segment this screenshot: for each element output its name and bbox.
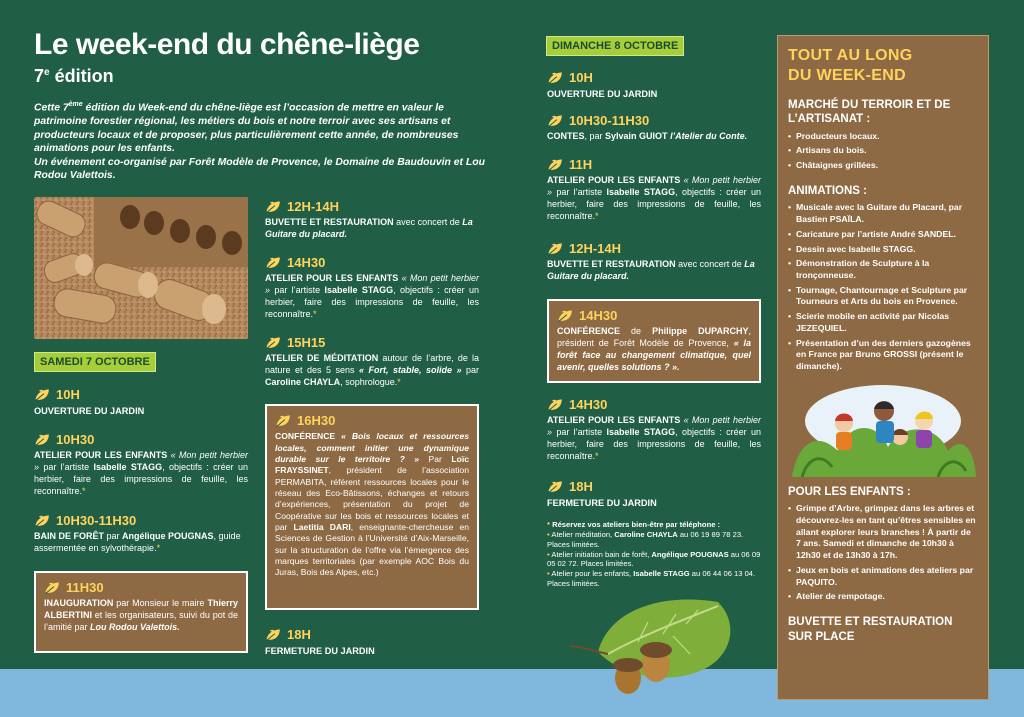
page-title: Le week-end du chêne-liège: [34, 28, 420, 61]
intro-text: Cette 7ème édition du Week-end du chêne-liège est l’occasion de mettre en valeur le patrimoine forestier régional, les métiers du bois et notre terroir avec ses artisans et producteurs locaux et de proposer, plus particulièrement cette année, de nombreuses animations pour les enfants. Un événement co-organisé par Forêt Modèle de Provence, le Domaine de Baudouvin et Lou Rodou Valettois.: [34, 101, 485, 182]
sun-event-tales: 10H30-11H30 CONTES, par Sylvain GUIOT l’Atelier du Conte.: [547, 113, 748, 142]
oak-leaf-icon: [547, 114, 564, 128]
list-item: • Dessin avec Isabelle STAGG.: [788, 244, 978, 256]
saturday-label: SAMEDI 7 OCTOBRE: [34, 352, 156, 372]
oak-leaf-icon: [265, 628, 282, 642]
sun-event-closing: 18H FERMETURE DU JARDIN: [547, 479, 657, 509]
list-item: • Producteurs locaux.: [788, 131, 978, 143]
list-item: • Caricature par l’artiste André SANDEL.: [788, 229, 978, 241]
list-item: • Artisans du bois.: [788, 145, 978, 157]
list-item: • Jeux en bois et animations des ateliers par PAQUITO.: [788, 565, 978, 588]
sunday-label: DIMANCHE 8 OCTOBRE: [546, 36, 684, 56]
sun-event-kids-workshop-2: 14H30 ATELIER POUR LES ENFANTS « Mon petit herbier » par l’artiste Isabelle STAGG, objectifs : créer un herbier, faire des impressions de feuille, les reconnaître.*: [547, 397, 762, 461]
sat-event-inauguration: 11H30 INAUGURATION par Monsieur le maire Thierry ALBERTINI et les organisateurs, suivi du pot de l’amitié par Lou Rodou Valettois.: [34, 571, 248, 653]
oak-leaf-icon: [34, 514, 51, 528]
list-item: • Châtaignes grillées.: [788, 160, 978, 172]
list-item: • Tournage, Chantournage et Sculpture par Tourneurs et Arts du bois en Provence.: [788, 285, 978, 308]
sat-event-kids-workshop-1: 10H30 ATELIER POUR LES ENFANTS « Mon petit herbier » par l’artiste Isabelle STAGG, objectifs : créer un herbier, faire des impressions de feuille, les reconnaître.*: [34, 432, 249, 496]
list-item: • Musicale avec la Guitare du Placard, par Bastien PSAÏLA.: [788, 202, 978, 225]
sat-event-kids-workshop-2: 14H30 ATELIER POUR LES ENFANTS « Mon petit herbier » par l’artiste Isabelle STAGG, objectifs : créer un herbier, faire des impressions de feuille, les reconnaître.*: [265, 255, 480, 319]
oak-leaf-icon: [547, 158, 564, 172]
oak-leaf-icon: [34, 388, 51, 402]
sidebar-title: TOUT AU LONG DU WEEK-END: [788, 47, 913, 84]
sidebar-footer: BUVETTE ET RESTAURATION SUR PLACE: [788, 616, 953, 644]
oak-leaf-icon: [557, 309, 574, 323]
sat-event-closing: 18H FERMETURE DU JARDIN: [265, 627, 375, 657]
sat-event-forest-bath: 10H30-11H30 BAIN DE FORÊT par Angélique POUGNAS, guide assermentée en sylvothérapie.*: [34, 513, 241, 554]
animations-heading: ANIMATIONS :: [788, 184, 868, 197]
list-item: • Présentation d’un des derniers gazogènes en France par Bruno GROSSI (présent le dimanche).: [788, 338, 978, 373]
animations-list: [788, 202, 978, 373]
oak-leaf-icon: [547, 71, 564, 85]
sun-event-food: 12H-14H BUVETTE ET RESTAURATION avec concert de La Guitare du placard.: [547, 241, 755, 282]
sat-event-conference: 16H30 CONFÉRENCE « Bois locaux et ressources locales, comment initier une dynamique durable sur le territoire ? » Par Loïc FRAYSSINET, président de l’association PERMABITA, référent ressources locales pour le réseau des Eco-Bâtissons, échanges et retours d’expériences, présentation du projet de Coopérative sur les bois et ressources locales et par Laetitia DARI, enseignante-chercheuse en Sciences de Gestion à l’Université d’Aix-Marseille, sur la structuration de l’offre via l’émergence des marques territoriales (par exemple AOC Bois du Juras, Bois des Alpes, etc.): [265, 404, 479, 610]
kids-heading: POUR LES ENFANTS :: [788, 485, 911, 498]
list-item: • Atelier de rempotage.: [788, 591, 978, 603]
sun-event-conference: 14H30 CONFÉRENCE de Philippe DUPARCHY, président de Forêt Modèle de Provence, « la forêt face au changement climatique, quel avenir, quelles solutions ? ».: [547, 299, 761, 383]
sun-event-kids-workshop-1: 11H ATELIER POUR LES ENFANTS « Mon petit herbier » par l’artiste Isabelle STAGG, objectifs : créer un herbier, faire des impressions de feuille, les reconnaître.*: [547, 157, 762, 221]
edition-label: 7e édition: [34, 66, 114, 86]
market-list: [788, 131, 978, 172]
sat-event-meditation: 15H15 ATELIER DE MÉDITATION autour de l’arbre, de la nature et des 5 sens « Fort, stable, solide » par Caroline CHAYLA, sophrologue.*: [265, 335, 479, 387]
sun-event-opening: 10H OUVERTURE DU JARDIN: [547, 70, 658, 100]
weekend-sidebar: [777, 35, 989, 700]
list-item: • Grimpe d’Arbre, grimpez dans les arbres et découvrez-les en tant qu’êtres sensibles en allant explorer leurs branches ! À partir de 7 ans. Samedi et dimanche de 10h30 à 12h30 et de 13h30 à 17h.: [788, 503, 978, 562]
market-heading: MARCHÉ DU TERROIR ET DE L’ARTISANAT :: [788, 99, 951, 126]
children-illustration: [788, 381, 978, 477]
oak-leaf-icon: [547, 480, 564, 494]
oak-leaf-icon: [34, 433, 51, 447]
sat-event-opening: 10H OUVERTURE DU JARDIN: [34, 387, 145, 417]
oak-leaf-acorn-illustration: [568, 592, 750, 704]
list-item: • Démonstration de Sculpture à la tronçonneuse.: [788, 258, 978, 281]
kids-list: [788, 503, 978, 603]
oak-leaf-icon: [547, 398, 564, 412]
sat-event-food: 12H-14H BUVETTE ET RESTAURATION avec concert de La Guitare du placard.: [265, 199, 473, 240]
oak-leaf-icon: [275, 414, 292, 428]
oak-leaf-icon: [547, 242, 564, 256]
oak-leaf-icon: [265, 200, 282, 214]
list-item: • Scierie mobile en activité par Nicolas JEZEQUIEL.: [788, 311, 978, 334]
booking-notes: * Réservez vos ateliers bien-être par téléphone : • Atelier méditation, Caroline CHAYLA au 06 19 89 78 23. Places limitées. • Atelier initiation bain de forêt, Angélique POUGNAS au 06 09 05 02 72. Places limitées. • Atelier pour les enfants, Isabelle STAGG au 06 44 06 13 04. Places limitées.: [547, 520, 761, 589]
oak-leaf-icon: [265, 336, 282, 350]
oak-leaf-icon: [265, 256, 282, 270]
oak-leaf-icon: [44, 581, 61, 595]
cork-photo: [34, 197, 248, 339]
